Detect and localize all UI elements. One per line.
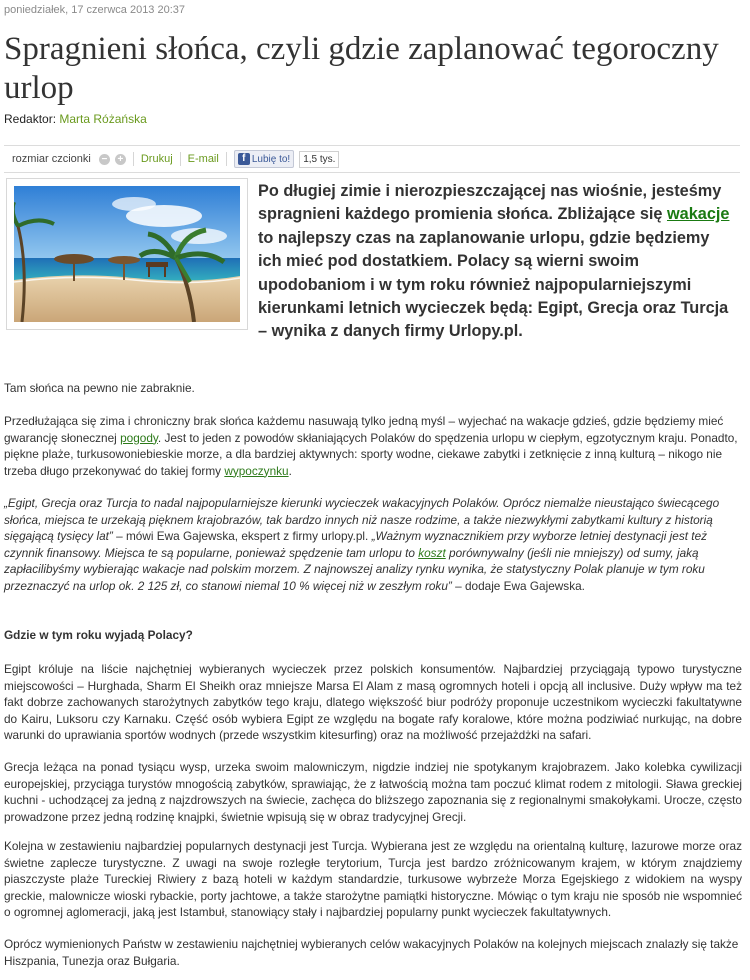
paragraph-turkey: Kolejna w zestawieniu najbardziej popularnych destynacji jest Turcja. Wybierana jest ze względu na orientalną kulturę, lazurowe morze oraz świetne zaplecze turystyczne. Z uwagi na swoje rozległe terytorium, Turcja jest bardzo zróżnicowanym krajem, w którym znajdziemy piaszczyste plaże Tureckiej Riwiery z bazą hoteli w każdym standardzie, turkusowe wybrzeże Morza Egejskiego z widokiem na wyspy greckie, malownicze wioski rybackie, porty jachtowe, a także starożytne pamiątki historyczne. Mówiąc o tym kraju nie sposób nie wspomnieć o ogromnej aglomeracji, jaką jest Istambuł, stanowiący stały i najbardziej popularny punkt wycieczek fakultatywnych. bbox=[4, 839, 742, 919]
wypoczynku-link[interactable]: wypoczynku bbox=[224, 463, 289, 478]
quote-text: „Ważnym wyznacznikiem przy wyborze letniej destynacji jest też czynnik finansowy. Miejsca te są popularne, ponieważ spędzenie tam urlopu to bbox=[4, 529, 708, 560]
font-decrease-icon[interactable]: − bbox=[99, 154, 110, 165]
paragraph-weather bbox=[4, 413, 742, 479]
article-title: Spragnieni słońca, czyli gdzie zaplanować tegoroczny urlop bbox=[4, 31, 719, 106]
quote-text: „Egipt, Grecja oraz Turcja to nadal najpopularniejsze kierunki wycieczek wakacyjnych Polaków. Oprócz niemalże nieustająco świecącego słońca, miejsca te urzekają pięknem krajobrazów, tak bardzo innych niż nasze rodzime, a także niezwykłymi zabytkami kultury z historią sięgającą tysięcy lat” bbox=[4, 496, 720, 543]
paragraph-greece: Grecja leżąca na ponad tysiącu wysp, urzeka swoim malowniczym, nigdzie indziej nie spotykanym krajobrazem. Jako kolebka cywilizacji europejskiej, przyciąga turystów mnogością zabytków, sprawiając, że z łatwością można tam poczuć klimat rodem z mitologii. Sława greckiej kuchni - uchodzącej za jedną z najzdrowszych na świecie, zachęca do bliższego zapoznania się z regionalnymi smakołykami. Urocze, często prowadzone przez jedną rodzinę knajpki, świetnie wpisują się w obraz tradycyjnej Grecji. bbox=[4, 760, 742, 824]
article-photo-frame bbox=[6, 178, 248, 330]
paragraph-text: . bbox=[288, 463, 292, 478]
quote-attribution: – mówi Ewa Gajewska, ekspert z firmy urlopy.pl. bbox=[112, 529, 372, 543]
section-subheading: Gdzie w tym roku wyjadą Polacy? bbox=[4, 628, 193, 642]
beach-photo bbox=[14, 186, 240, 322]
toolbar-divider bbox=[226, 152, 227, 166]
lead-text-end: to najlepszy czas na zaplanowanie urlopu, gdzie będziemy ich mieć pod dostatkiem. Polacy są wierni swoim upodobaniom i w tym roku również najpopularniejszymi kierunkami letnich wycieczek będą: Egipt, Grecja oraz Turcja – wynika z danych firmy Urlopy.pl. bbox=[258, 228, 729, 341]
facebook-like-button[interactable] bbox=[234, 150, 294, 168]
paragraph-text: . Jest to jeden z powodów skłaniających Polaków do spędzenia urlopu w ciepłym, egzotycznym kraju. Ponadto, piękne plaże, turkusowoniebieskie morze, a dla bardziej aktywnych: sporty wodne, ciekawe zabytki i zetknięcie z inną kulturą – nikogo nie trzeba długo przekonywać do takiej formy bbox=[4, 430, 738, 478]
lead-text-start: Po długiej zimie i nierozpieszczającej nas wiośnie, jesteśmy spragnieni każdego promienia słońca. Zbliżające się bbox=[258, 182, 722, 224]
email-link[interactable]: E-mail bbox=[187, 153, 219, 165]
facebook-like-label: Lubię to! bbox=[251, 153, 291, 165]
quote-text: porównywalny (jeśli nie mniejszy) od sumy, jaką zapłacilibyśmy wybierając wakacje nad polskim morzem. Z najnowszej analizy rynku wynika, że statystyczny Polak planuje w tym roku przeznaczyć na urlop ok. 2 125 zł, co stanowi niemal 10 % więcej niż w zeszłym roku” bbox=[4, 545, 705, 593]
koszt-link[interactable]: koszt bbox=[418, 545, 446, 560]
wakacje-link[interactable]: wakacje bbox=[666, 205, 730, 224]
font-size-label: rozmiar czcionki bbox=[12, 153, 91, 165]
intro-paragraph: Tam słońca na pewno nie zabraknie. bbox=[4, 381, 195, 395]
editor-label: Redaktor: bbox=[4, 112, 57, 126]
editor-name-link[interactable]: Marta Różańska bbox=[59, 112, 147, 126]
quote-attribution: – dodaje Ewa Gajewska. bbox=[451, 578, 585, 593]
pogody-link[interactable]: pogody bbox=[120, 430, 158, 445]
facebook-icon: f bbox=[238, 153, 250, 165]
paragraph-text: Przedłużająca się zima i chroniczny brak słońca każdemu nasuwają tylko jedną myśl – wyjechać na wakacje gdzieś, gdzie będziemy mieć gwarancję słonecznej bbox=[4, 414, 724, 445]
font-increase-icon[interactable]: + bbox=[115, 154, 126, 165]
expert-quote-paragraph bbox=[4, 495, 742, 594]
lead-paragraph bbox=[258, 180, 736, 344]
print-link[interactable]: Drukuj bbox=[140, 153, 173, 165]
toolbar-divider bbox=[180, 152, 181, 166]
editor-line bbox=[4, 112, 147, 126]
article-date: poniedziałek, 17 czerwca 2013 20:37 bbox=[4, 4, 186, 16]
toolbar-divider bbox=[133, 152, 134, 166]
facebook-like-count: 1,5 tys. bbox=[299, 151, 339, 168]
article-toolbar bbox=[4, 145, 740, 173]
paragraph-egypt: Egipt króluje na liście najchętniej wybieranych wycieczek przez polskich konsumentów. Najbardziej przyciągają typowo turystyczne miejscowości – Hurghada, Sharm El Sheikh oraz mniejsze Marsa El Alam z masą ogromnych hoteli i opcją all inclusive. Duży wpływ ma też fakt dobrze zachowanych starożytnych zabytków tego kraju, dlatego większość biur podróży proponuje uczestnikom wycieczki fakultatywne do Kairu, Luksoru czy Karnaku. Część osób wybiera Egipt ze względu na bogate rafy koralowe, które można podziwiać nurkując, na dobre warunki do uprawiania sportów wodnych (przede wszystkim kitesurfing) oraz na możliwość przejażdżki na safari. bbox=[4, 662, 742, 742]
paragraph-other-countries: Oprócz wymienionych Państw w zestawieniu najchętniej wybieranych celów wakacyjnych Polaków na kolejnych miejscach znalazły się także Hiszpania, Tunezja oraz Bułgaria. bbox=[4, 937, 739, 968]
